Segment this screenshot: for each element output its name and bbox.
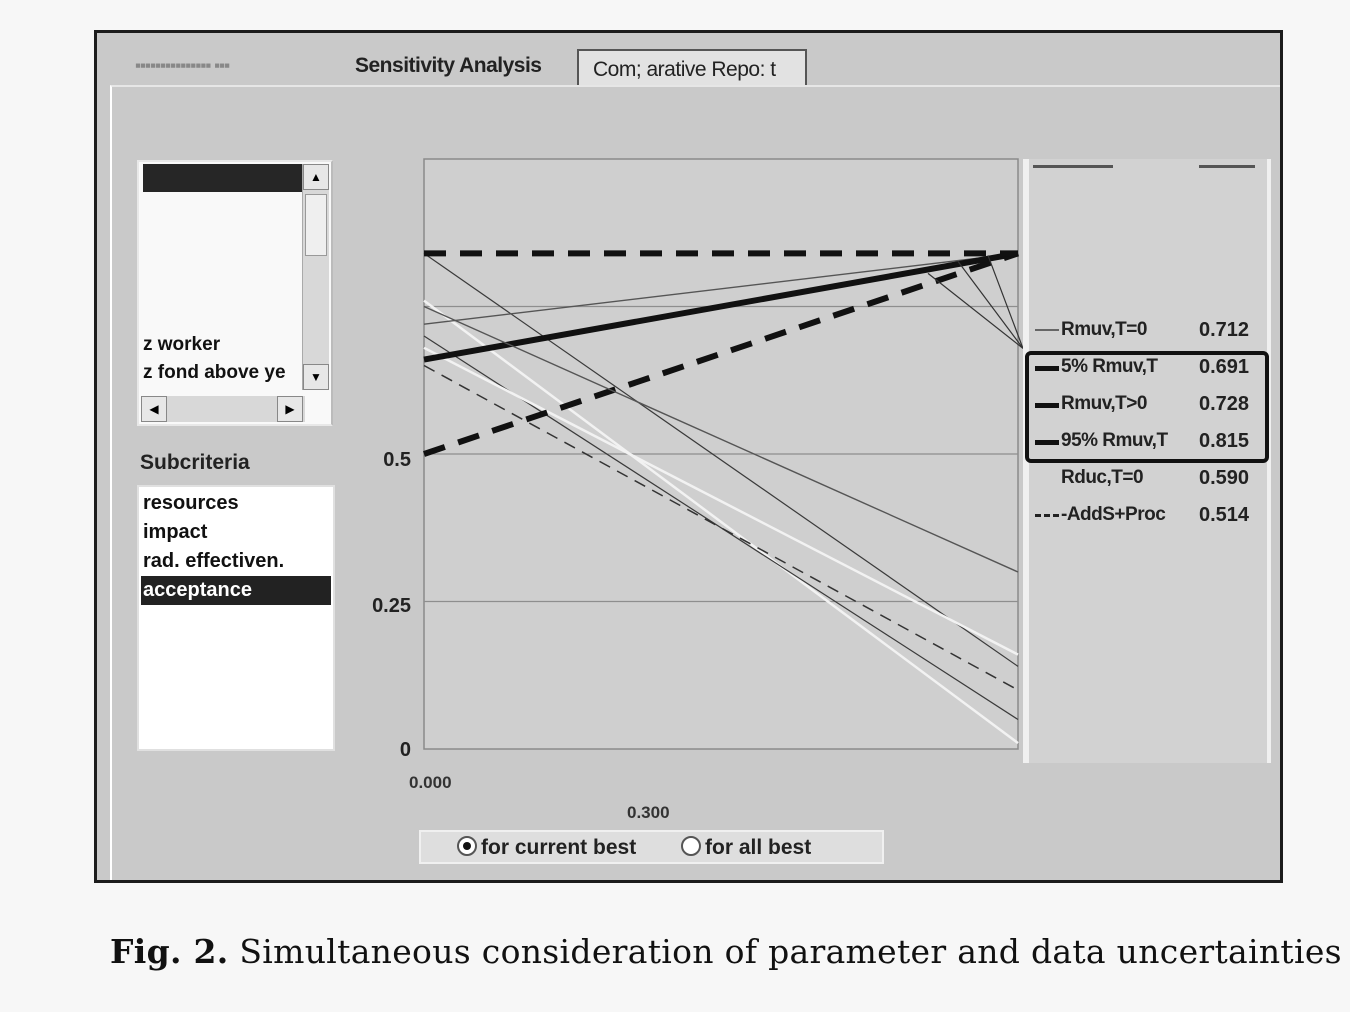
legend-entry-value: 0.712 [1199,319,1250,341]
scroll-right-arrow-icon[interactable]: ▶ [277,396,303,422]
x-tick-label: 0.000 [409,773,452,792]
legend-swatch [1035,514,1059,517]
radio-selected-icon[interactable] [457,836,477,856]
criteria-list-item[interactable]: z worker [143,334,221,355]
legend-entry-value: 0.728 [1199,393,1250,415]
legend-entry-value: 0.815 [1199,430,1250,452]
legend-swatch [1035,329,1059,331]
radio-for-all-best[interactable] [681,836,811,860]
figure-caption [110,932,1342,971]
subcriteria-label: Subcriteria [140,451,250,474]
legend-entry-value: 0.590 [1199,467,1250,489]
radio-for-current-best[interactable] [457,836,636,860]
subcriteria-item-resources[interactable]: resources [143,492,239,514]
radio-label: for all best [705,836,812,859]
legend-entry-value: 0.691 [1199,356,1250,378]
legend-entry-name: -AddS+Proc [1061,504,1166,525]
legend-header-mark [1033,165,1113,168]
legend-entry [1029,315,1269,345]
radio-unselected-icon[interactable] [681,836,701,856]
application-window [94,30,1283,883]
y-tick-label: 0.25 [372,595,411,617]
best-scope-radio-group[interactable] [419,830,884,864]
legend-entry-name: Rmuv,T>0 [1061,393,1147,414]
subcriteria-item-impact[interactable]: impact [143,521,208,543]
scroll-left-arrow-icon[interactable]: ◀ [141,396,167,422]
legend-entry-value: 0.514 [1199,504,1250,526]
legend-header-mark [1199,165,1255,168]
scroll-down-arrow-icon[interactable]: ▼ [303,364,329,390]
radio-label: for current best [481,836,637,859]
tab-sensitivity-analysis[interactable]: Sensitivity Analysis [355,54,542,77]
tab-comparative-report[interactable]: Com; arative Repo: t [577,49,807,87]
subcriteria-item-rad-effectiveness[interactable]: rad. effectiven. [143,550,285,572]
legend-entry-name: Rduc,T=0 [1061,467,1144,488]
legend-entry [1029,463,1269,493]
tab-inactive-blurred[interactable]: ▪▪▪▪▪▪▪▪▪▪▪▪▪▪▪ ▪▪▪ [135,56,230,75]
caption-text: Simultaneous consideration of parameter and data uncertainties [239,932,1342,971]
y-tick-label: 0.5 [383,449,411,471]
scroll-up-arrow-icon[interactable]: ▲ [303,164,329,190]
x-tick-label: 0.300 [627,803,670,822]
caption-label: Fig. 2. [110,932,229,971]
legend-entry-name: 5% Rmuv,T [1061,356,1158,377]
criteria-list-item[interactable]: z fond above ye [143,362,286,383]
legend-entry [1029,500,1269,530]
legend-highlight-box [1025,351,1269,463]
legend-entry-name: Rmuv,T=0 [1061,319,1147,340]
subcriteria-item-acceptance[interactable]: acceptance [141,576,331,605]
legend-entry-name: 95% Rmuv,T [1061,430,1168,451]
y-tick-label: 0 [399,739,411,761]
